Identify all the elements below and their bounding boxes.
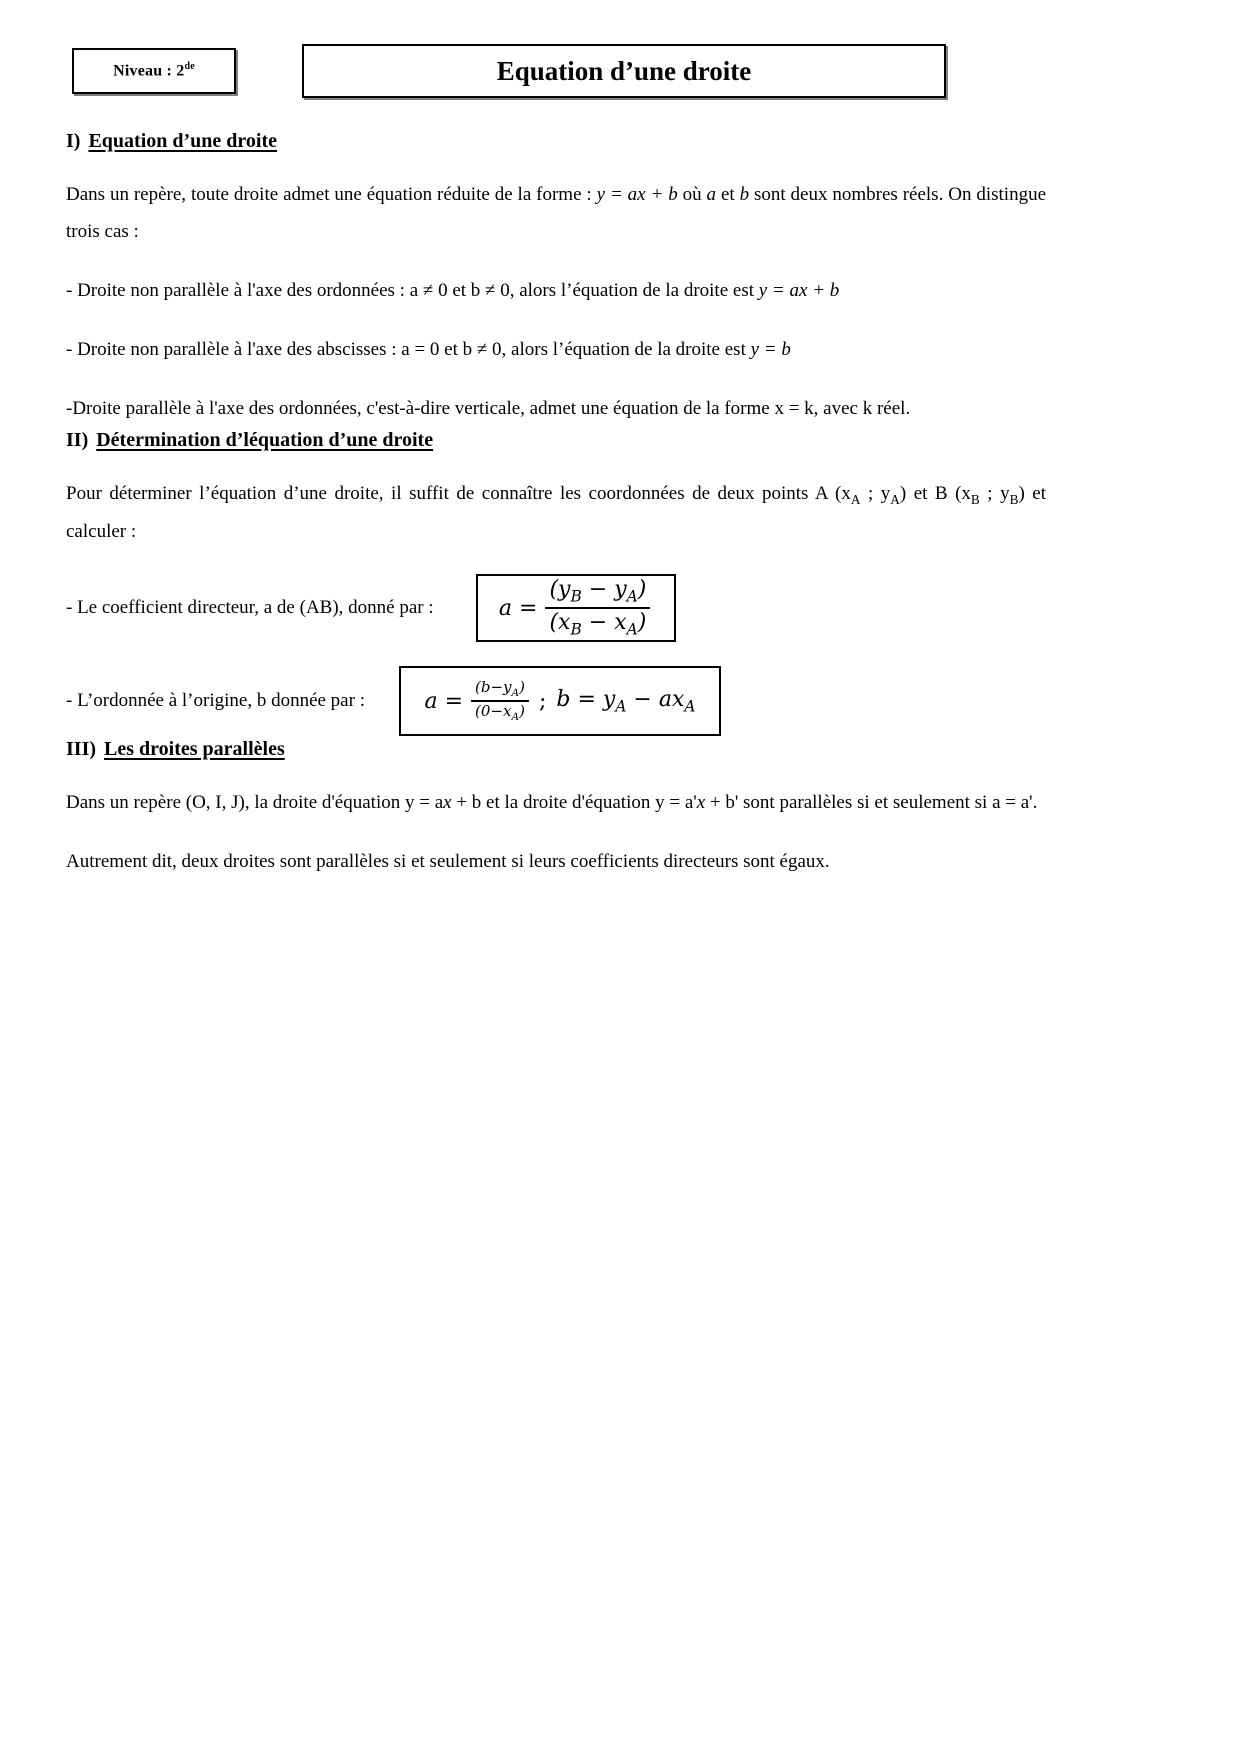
- formula-2-rhs: $b = y_A - ax_A$: [556, 686, 696, 716]
- section-title-1: Equation d’une droite: [88, 130, 278, 152]
- formula-2-separator: ;: [538, 688, 547, 714]
- section-1-bullet-3: -Droite parallèle à l'axe des ordonnées, c'est-à-dire verticale, admet une équation de la forme x = k, avec k réel.: [66, 398, 911, 420]
- section-heading-3: [66, 736, 1046, 762]
- section-1-intro: [66, 176, 1046, 250]
- formula-box-2: [399, 666, 721, 736]
- formula-1-denominator: $(x_B - x_A)$: [549, 610, 647, 639]
- den2-sub-a: A: [511, 711, 520, 723]
- section-1-bullet-2: [66, 331, 1046, 368]
- section-number-1: I): [66, 130, 81, 152]
- subscript-a1: A: [850, 492, 861, 508]
- formula-1-numerator: $(y_B - y_A)$: [549, 576, 647, 606]
- section-1-bullet-1: [66, 272, 1046, 309]
- formula-1-fraction: [545, 576, 650, 640]
- num2-sub-a: A: [511, 686, 520, 699]
- section-number-3: III): [66, 738, 97, 760]
- formula-1-label: - Le coefficient directeur, a de (AB), donné par :: [66, 597, 434, 618]
- rhs-sub-a1: A: [615, 697, 627, 716]
- subscript-b1: B: [970, 492, 980, 508]
- intro-var-b: b: [739, 184, 750, 205]
- formula-1-lhs: a =: [498, 595, 538, 621]
- intro-text-part4: sont deux nombres réels. On distingue trois cas :: [66, 184, 1047, 243]
- section-3-text-part1: Dans un repère (O, I, J), la droite d'équation y = a: [66, 792, 444, 813]
- section-title-3: Les droites parallèles: [104, 738, 285, 760]
- formula-box-1: [476, 574, 676, 642]
- bullet-1-equation: y = ax + b: [758, 280, 840, 302]
- rhs-sub-a2: A: [684, 697, 696, 716]
- section-3-para-2: Autrement dit, deux droites sont parallèles si et seulement si leurs coefficients directeurs sont égaux.: [66, 851, 830, 873]
- bullet-1-text: - Droite non parallèle à l'axe des ordonnées : a ≠ 0 et b ≠ 0, alors l’équation de la droite est: [66, 280, 759, 302]
- section-3-var-x2: x: [696, 792, 706, 813]
- level-label: Niveau : 2de: [113, 61, 195, 80]
- document-header: [72, 44, 1168, 94]
- subscript-a2: A: [890, 492, 900, 508]
- formula-2-label: - L’ordonnée à l’origine, b donnée par :: [66, 690, 365, 711]
- bullet-2-equation: y = b: [750, 339, 791, 361]
- den-sub-b: B: [570, 620, 582, 639]
- section-2-text-part5: ) et calculer :: [66, 483, 1046, 542]
- section-3-text-part2: + b et la droite d'équation y = a': [451, 792, 697, 813]
- num-sub-a: A: [626, 587, 638, 606]
- section-heading-2: [66, 427, 1046, 453]
- level-superscript: de: [184, 61, 195, 73]
- bullet-2-text: - Droite non parallèle à l'axe des abscisses : a = 0 et b ≠ 0, alors l’équation de la droite est: [66, 339, 751, 361]
- section-3-text-part3: + b' sont parallèles si et seulement si a = a'.: [705, 792, 1038, 813]
- den-sub-a: A: [626, 620, 638, 639]
- formula-2-fraction: [471, 678, 529, 724]
- title-box: [302, 44, 946, 98]
- level-box: [72, 48, 236, 94]
- formula-2-numerator: $(b-y_A)$: [475, 677, 525, 699]
- intro-text-part2: où: [677, 184, 707, 205]
- section-3-var-x1: x: [443, 792, 452, 813]
- formula-1-expression: [499, 576, 652, 640]
- formula-2-lhs: a =: [424, 688, 463, 714]
- intro-var-a: a: [706, 184, 717, 205]
- section-heading-1: [66, 128, 1046, 154]
- section-2-text-part3: ) et B (x: [899, 483, 971, 505]
- num-sub-b: B: [570, 587, 582, 606]
- intro-equation: y = ax + b: [596, 184, 678, 205]
- section-3-para-1: [66, 784, 1046, 821]
- formula-row-2: [66, 666, 1046, 736]
- formula-2-expression: [424, 678, 695, 724]
- intro-text-part1: Dans un repère, toute droite admet une équation réduite de la forme :: [66, 184, 597, 205]
- section-2-text-part1: Pour déterminer l’équation d’une droite, il suffit de connaître les coordonnées de deux points A (x: [66, 483, 851, 505]
- subscript-b2: B: [1009, 492, 1019, 508]
- section-2-text-part2: ; y: [860, 483, 891, 505]
- document-body: [66, 128, 1046, 880]
- formula-2-denominator: $(0-x_A)$: [475, 702, 525, 723]
- section-2-intro: [66, 475, 1046, 550]
- section-2-text-part4: ; y: [979, 483, 1010, 505]
- formula-row-1: [66, 574, 1046, 642]
- page-title: Equation d’une droite: [496, 55, 752, 86]
- intro-text-part3: et: [716, 184, 740, 205]
- section-number-2: II): [66, 429, 89, 452]
- section-title-2: Détermination d’léquation d’une droite: [96, 429, 434, 452]
